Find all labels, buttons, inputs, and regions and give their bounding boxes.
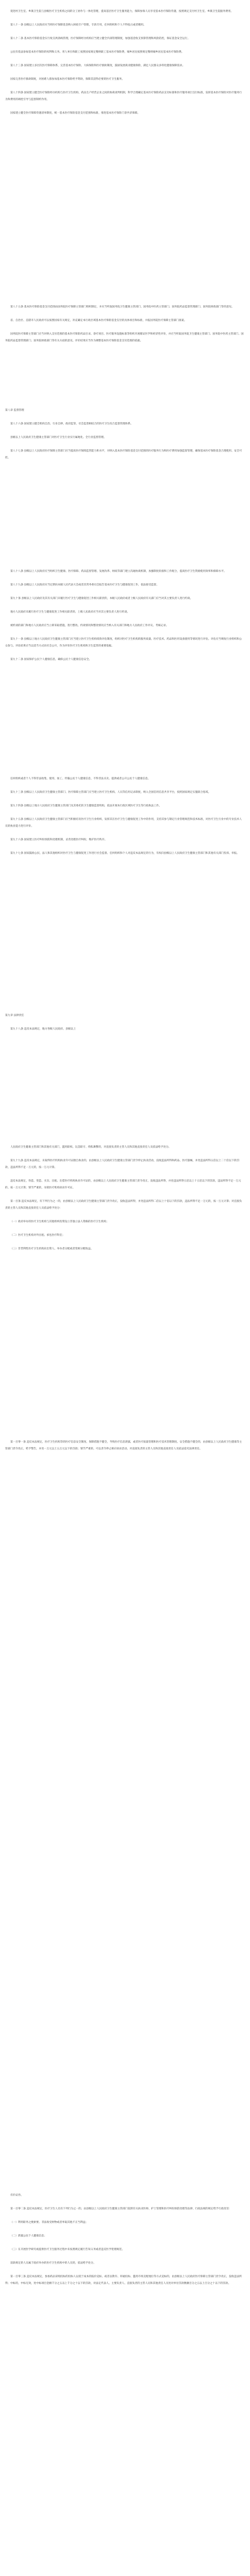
paragraph: 有价证券。 (10, 2194, 24, 2197)
paragraph: 国务院医疗保障主管部门应当对纳入支付范围的基本医疗保险药品目录、诊疗项目、医疗服务设施标准等组织开展循证医学和经济性评价，并应当听取国务院卫生健康主管部门、国务院中医药主管部门、国务院药品监督管理部门、国务院财政部门等有关方面的意见。评价结果应当作为调整基本医疗保险基金支付范围的依据。 (5, 333, 244, 342)
text-block-4 (5, 568, 244, 670)
paragraph: （二）医疗卫生机构对外出租、承包医疗科室； (10, 1234, 65, 1237)
paragraph: 第九十二条 国家保护公民个人健康信息，确保公民个人健康信息安全。 (10, 658, 92, 661)
paragraph: 第九十一条 县级以上地方人民政府卫生健康主管部门应当建立医疗卫生机构绩效评估制度，组织对医疗卫生机构的服务质量、医疗技术、药品和医用设备使用等情况进行评估。评估应当吸收行业组织和公众参与。评估结果应当以适当方式向社会公开，作为评价医疗卫生机构和卫生监管的重要依据。 (5, 638, 242, 648)
paragraph: （一）政府举办的医疗卫生机构与其他组织投资设立非独立法人资格的医疗卫生机构； (10, 1220, 109, 1223)
paragraph: 第八十八条 县级以上人民政府应当组织卫生健康、医疗保障、药品监督管理、发展改革、财政等部门建立沟通协商机制，加强制度衔接和工作配合，提高医疗卫生资源使用效率和保障水平。 (10, 570, 226, 573)
chapter-heading: 第八章 监督管理 (5, 409, 24, 412)
paragraph: 人民政府卫生健康主管部门和其他有关部门，滥用职权、玩忽职守、徇私舞弊的，对直接负责的主管人员和其他直接责任人员依法给予处分。 (10, 1146, 172, 1149)
paragraph: 第八十四条 国家建立健全医疗保险经办机构与医疗卫生机构、药品生产经营企业之间的协商谈判机制，科学合理确定基本医疗保险药品支付标准和医疗服务项目支付标准，发挥基本医疗保险对医疗服务行为和费用的调控引导与监督制约作用。 (5, 92, 242, 101)
paragraph: （三）在开展医学研究或提供医疗卫生服务过程中未按照规定履行告知义务或者违反医学伦理规范。 (10, 2248, 125, 2251)
paragraph: （三）非营利性医疗卫生机构向出资人、举办者分配或者变相分配收益。 (10, 1248, 94, 1250)
paragraph: 国家完善医疗救助制度，对困难人群参加基本医疗保险给予资助，保障其获得必要的医疗卫生服务。 (10, 78, 125, 81)
paragraph: 地方人民政府未履行医疗卫生与健康促进工作相关职责的，上级人民政府应当对其主要负责人进行约谈。 (10, 611, 130, 614)
paragraph: 第八十五条 基本医疗保险基金支付范围由国务院医疗保障主管部门组织制定，并应当听取国务院卫生健康主管部门、国务院中医药主管部门、国务院药品监督管理部门、国务院财政部门等的意见。 (10, 306, 234, 309)
paragraph: 第八十一条 县级以上人民政府应当将医疗保障基金纳入财政专户管理，专款专用，任何组织和个人不得侵占或者挪用。 (10, 24, 146, 27)
paragraph: 第一百零二条 违反本法规定，医疗卫生人员有下列行为之一的，由县级以上人民政府卫生健康主管部门依照有关执业医师、护士管理和医疗纠纷预防处理等法律、行政法规的规定给予行政处罚： (10, 2208, 232, 2210)
paragraph: 第九十三条 县级以上人民政府卫生健康主管部门、医疗保障主管部门应当建立医疗卫生机构、人员等信用记录制度，纳入全国信用信息共享平台，按照国家规定实施联合惩戒。 (10, 791, 211, 794)
paragraph: （二）泄露公民个人健康信息； (10, 2235, 47, 2238)
text-block-9 (5, 2192, 244, 2294)
paragraph: 第九十七条 国家鼓励公民、法人和其他组织对医疗卫生与健康促进工作进行社会监督。任何组织和个人对违反本法规定的行为，有权向县级以上人民政府卫生健康主管部门和其他有关部门投诉、举报。 (10, 852, 239, 855)
paragraph: 县级以上人民政府卫生健康主管部门对医疗卫生行业实行属地化、全行业监督管理。 (10, 436, 107, 439)
paragraph: 第八十二条 基本医疗保险基金实行收支两条线管理，医疗保障经办机构应当建立健全内部管理制度，加强基金收支预算管理和风险防控，保证基金安全运行。 (10, 37, 190, 40)
paragraph: 国家建立健全医疗保障待遇清单制度，统一基本医疗保险基金支付范围和标准，推进基本医疗保险门诊共济保障。 (10, 112, 140, 115)
text-block-8 (5, 1439, 244, 1459)
paragraph: 第九十六条 国家建立医疗纠纷预防和处理机制，妥善处理医疗纠纷，维护医疗秩序。 (10, 839, 107, 841)
paragraph: 第一百零三条 违反本法规定，参加药品采购投标的投标人以低于成本的报价竞标，或者以欺诈、串通投标、滥用市场支配地位等方式竞标的，由县级以上人民政府医疗保障主管部门责令改正，没收违法所得；中标的，中标无效，处中标项目金额千分之五以上千分之十以下的罚款，对法定代表人、主要负责人、直接负责的主管人员和其他责任人员处对单位罚款数额百分之五以上百分之十以下的罚款。 (5, 2275, 242, 2285)
paragraph: 公民有依法参加基本医疗保险的权利和义务。用人单位和职工按照国家规定缴纳职工基本医疗保险费，城乡居民按照规定缴纳城乡居民基本医疗保险费。 (10, 51, 184, 54)
text-block-3 (5, 407, 244, 468)
paragraph: 省、自治区、直辖市人民政府可以按照国家有关规定，补充确定本行政区域基本医疗保险基金支付的具体项目和标准，并报国务院医疗保障主管部门备案。 (10, 319, 187, 322)
text-block-2 (5, 304, 244, 351)
paragraph: 第八十九条 县级以上人民政府应当定期向本级人民代表大会或者其常务委员会报告基本医疗卫生与健康促进工作，依法接受监督。 (10, 584, 159, 587)
text-block-6 (5, 1013, 244, 1040)
paragraph: 第八十六条 国家建立健全机构自治、行业自律、政府监管、社会监督相结合的医疗卫生综合监督管理体系。 (10, 423, 133, 425)
paragraph: 促进村卫生室、乡镇卫生院与县级医疗卫生机构之间的分工协作与一体化管理，提高基层医疗卫生服务能力，保障参保人员享受基本医疗保险待遇，按照规定支付村卫生室、乡镇卫生院服务费用。 (10, 10, 234, 13)
paragraph: 第九十条 县级以上人民政府及其有关部门未履行医疗卫生与健康促进工作相关职责的，本级人民政府或者上级人民政府有关部门应当对其主要负责人进行约谈。 (10, 597, 193, 600)
chapter-heading: 第九章 法律责任 (5, 1014, 24, 1017)
paragraph: 第九十九条 违反本法规定，未取得医疗机构执业许可证擅自执业的，由县级以上人民政府卫生健康主管部门责令停止执业活动，没收违法所得和药品、医疗器械，并处违法所得五倍以上二十倍以下的罚款，违法所得不足一万元的，按一万元计算。 (5, 1159, 239, 1169)
paragraph: 第八十三条 国家建立多层次医疗保障体系，完善基本医疗保险、大病保险和医疗救助制度，鼓励发展商业健康保险，满足人民群众多样化健康保障需求。 (10, 64, 185, 67)
paragraph: 违反本法规定，伪造、变造、买卖、出租、出借医疗机构执业许可证的，由县级以上人民政府卫生健康主管部门责令改正，没收违法所得，并处违法所得五倍以上十五倍以下的罚款，违法所得不足一万元的，按一万元计算；情节严重的，吊销医疗机构执业许可证。 (5, 1180, 242, 1189)
paragraph: 第一百条 违反本法规定，有下列行为之一的，由县级以上人民政府卫生健康主管部门责令改正，没收违法所得，并处违法所得二倍以上十倍以下的罚款，违法所得不足一万元的，按一万元计算；对直接负责的主管人员和其他直接责任人员依法给予处分： (5, 1200, 242, 1210)
paragraph: 被约谈的部门和地方人民政府应当立即采取措施，进行整改。约谈情况和整改情况应当纳入有关部门和地方人民政府工作评议、考核记录。 (10, 624, 169, 627)
text-block-1 (5, 8, 244, 124)
paragraph: （一）利用职务之便索要、非法收受财物或者牟取其他不正当利益； (10, 2221, 89, 2224)
paragraph: 第九十八条 违反本法规定，地方各级人民政府、县级以上 (10, 1028, 76, 1031)
paragraph: 第九十五条 县级以上人民政府卫生健康主管部门应当积极培育医疗卫生行业组织，发挥其在医疗卫生与健康促进工作中的作用，支持其参与制定行业管理规范和技术标准，对医疗卫生行业中的专业技术人员的执业能力进行评价。 (5, 818, 242, 828)
paragraph: 第九十四条 县级以上地方人民政府卫生健康主管部门及其委托的卫生健康监督机构，依法开展本行政区域医疗卫生等行政执法工作。 (10, 805, 162, 807)
text-block-5 (5, 776, 244, 864)
paragraph: 第一百零一条 违反本法规定，医疗卫生机构等的医疗信息安全制度、保障措施不健全，导致医疗信息泄露，或者医疗质量管理和医疗技术管理制度、安全措施不健全的，由县级以上人民政府卫生健康等主管部门责令改正，给予警告，并处一万元以上五万元以下的罚款；情节严重的，可以责令停止相应执业活动，对直接负责的主管人员和其他直接责任人员依法追究法律责任。 (5, 1441, 242, 1450)
text-block-7 (5, 1144, 244, 1259)
paragraph: 任何组织或者个人不得非法收集、使用、加工、传输公民个人健康信息，不得非法买卖、提供或者公开公民个人健康信息。 (10, 777, 151, 780)
paragraph: 前款规定的人员属于政府举办的医疗卫生机构中的人员的，依法给予处分。 (10, 2262, 96, 2265)
paragraph: 第八十七条 县级以上人民政府医疗保障主管部门应当提高医疗保障监管能力和水平，对纳入基本医疗保险基金支付范围的医疗服务行为和医疗费用加强监督管理，确保基本医疗保险基金合理使用、安全可控。 (5, 450, 242, 459)
